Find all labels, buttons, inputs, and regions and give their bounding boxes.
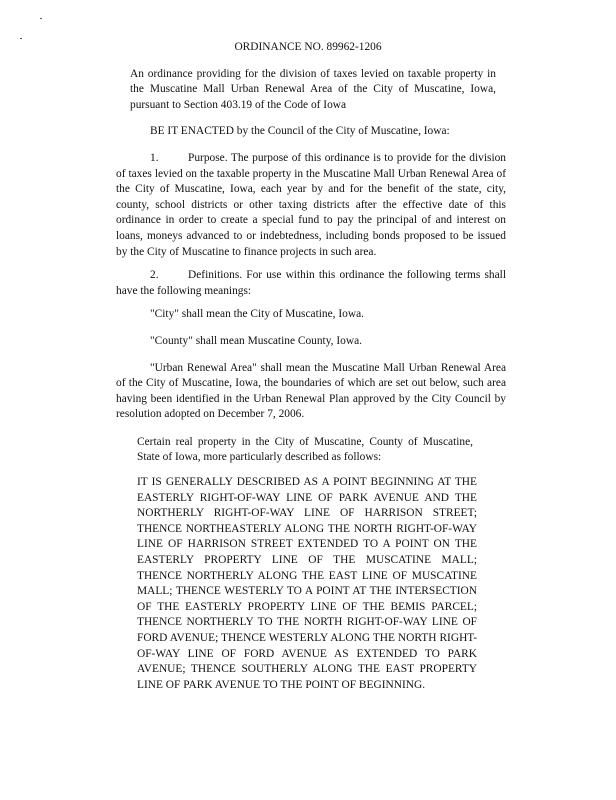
legal-description: IT IS GENERALLY DESCRIBED AS A POINT BEGINNING AT THE EASTERLY RIGHT-OF-WAY LINE OF PARK AVENUE AND THE NORTHERLY RIGHT-OF-WAY LINE OF HARRISON STREET; THENCE NORTHEASTERLY ALONG THE NORTH RIGHT-OF-WAY LINE OF HARRISON STREET EXTENDED TO A POINT ON THE EASTERLY PROPERTY LINE OF THE MUSCATINE MALL; THENCE NORTHERLY ALONG THE EAST LINE OF MUSCATINE MALL; THENCE WESTERLY TO A POINT AT THE INTERSECTION OF THE EASTERLY PROPERTY LINE OF THE BEMIS PARCEL; THENCE NORTHERLY TO THE NORTH RIGHT-OF-WAY LINE OF FORD AVENUE; THENCE WESTERLY ALONG THE NORTH RIGHT-OF-WAY LINE OF FORD AVENUE AS EXTENDED TO PARK AVENUE; THENCE SOUTHERLY ALONG THE EAST PROPERTY LINE OF PARK AVENUE TO THE POINT OF BEGINNING. <box>137 476 477 691</box>
section-text: Definitions. For use within this ordinance the following terms shall have the following meanings: <box>116 269 506 297</box>
ordinance-intro: An ordinance providing for the division of taxes levied on taxable property in the Muscatine Mall Urban Renewal Area of the City of Muscatine, Iowa, pursuant to Section 403.19 of the Code of Iowa <box>130 67 496 111</box>
section-2-definitions <box>116 268 506 299</box>
section-text: Purpose. The purpose of this ordinance is to provide for the division of taxes levied on the taxable property in the Muscatine Mall Urban Renewal Area of the City of Muscatine, Iowa, each year by and for the benefit of the state, city, county, school districts or other taxing districts after the effective date of this ordinance in order to create a special fund to pay the principal of and interest on loans, moneys advanced to or indebtedness, including bonds proposed to be issued by the City of Muscatine to finance projects in such area. <box>116 151 506 258</box>
ordinance-title: ORDINANCE NO. 89962-1206 <box>234 41 382 53</box>
enacting-clause: BE IT ENACTED by the Council of the City of Muscatine, Iowa: <box>150 125 450 138</box>
section-number: 1. <box>150 151 159 164</box>
definition-county: "County" shall mean Muscatine County, Iowa. <box>150 334 362 347</box>
property-intro: Certain real property in the City of Muscatine, County of Muscatine, State of Iowa, more particularly described as follows: <box>137 435 473 464</box>
section-number: 2. <box>150 269 159 282</box>
definition-city: "City" shall mean the City of Muscatine, Iowa. <box>150 308 364 321</box>
definition-urban-renewal-area: "Urban Renewal Area" shall mean the Muscatine Mall Urban Renewal Area of the City of Muscatine, Iowa, the boundaries of which are set out below, such area having been identified in the Urban Renewal Plan approved by the City Council by resolution adopted on December 7, 2006. <box>116 361 506 421</box>
section-1-purpose <box>116 151 506 260</box>
